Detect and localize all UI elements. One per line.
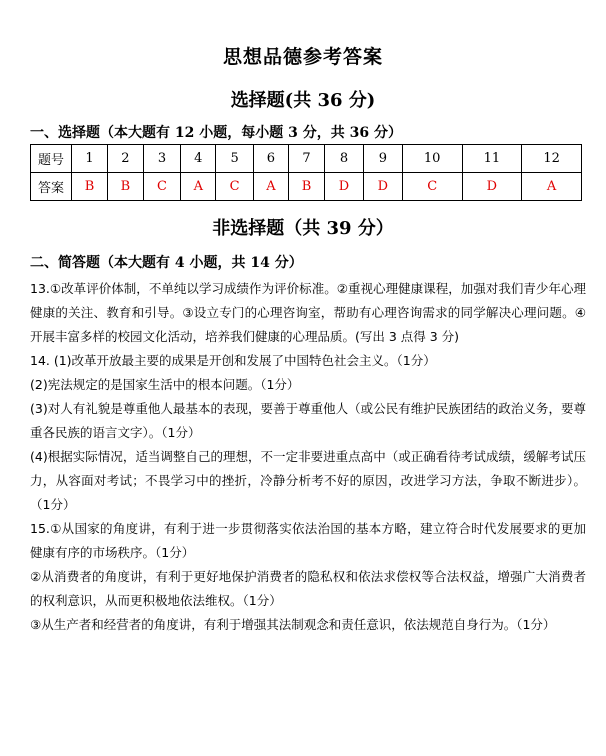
answer-paragraph: ③从生产者和经营者的角度讲，有利于增强其法制观念和责任意识，依法规范自身行为。（1分） bbox=[30, 617, 556, 632]
answer-cell: D bbox=[363, 173, 402, 201]
question-number: 3 bbox=[143, 145, 180, 173]
answer-cell: A bbox=[181, 173, 216, 201]
question-number: 5 bbox=[216, 145, 253, 173]
answer-cell: A bbox=[253, 173, 288, 201]
answer-paragraph: (4)根据实际情况，适当调整自己的理想，不一定非要进重点高中（或正确看待考试成绩，缓解考试压力，从容面对考试；不畏学习中的挫折，冷静分析考不好的原因，改进学习方法，争取不断进步）。（1分） bbox=[30, 449, 586, 512]
row-label-answer: 答案 bbox=[31, 173, 72, 201]
answer-cell: A bbox=[522, 173, 582, 201]
question-number: 10 bbox=[402, 145, 462, 173]
answer-table bbox=[30, 144, 582, 201]
answer-paragraph: (3)对人有礼貌是尊重他人最基本的表现，要善于尊重他人（或公民有维护民族团结的政治义务，要尊重各民族的语言文字）。（1分） bbox=[30, 401, 586, 440]
answer-paragraph: 13.①改革评价体制，不单纯以学习成绩作为评价标准。②重视心理健康课程，加强对我们青少年心理健康的关注、教育和引导。③设立专门的心理咨询室，帮助有心理咨询需求的同学解决心理问题。④开展丰富多样的校园文化活动，培养我们健康的心理品质。(写出 3 点得 3 分) bbox=[30, 281, 586, 344]
part1-heading: 选择题(共 36 分) bbox=[230, 90, 376, 111]
question-number: 9 bbox=[363, 145, 402, 173]
answer-paragraph: (2)宪法规定的是国家生活中的根本问题。（1分） bbox=[30, 377, 300, 392]
question-number: 11 bbox=[462, 145, 522, 173]
section1-heading: 一、选择题（本大题有 12 小题，每小题 3 分，共 36 分） bbox=[30, 125, 402, 141]
row-label-number: 题号 bbox=[31, 145, 72, 173]
answer-paragraph: 15.①从国家的角度讲，有利于进一步贯彻落实依法治国的基本方略，建立符合时代发展要求的更加健康有序的市场秩序。（1分） bbox=[30, 521, 586, 560]
answer-cell: C bbox=[143, 173, 180, 201]
question-number: 7 bbox=[289, 145, 325, 173]
answer-cell: D bbox=[462, 173, 522, 201]
question-number: 2 bbox=[107, 145, 143, 173]
answer-paragraph: ②从消费者的角度讲，有利于更好地保护消费者的隐私权和依法求偿权等合法权益，增强广大消费者的权利意识，从而更积极地依法维权。（1分） bbox=[30, 569, 586, 608]
answer-cell: D bbox=[325, 173, 364, 201]
page-title: 思想品德参考答案 bbox=[222, 46, 383, 68]
question-number: 12 bbox=[522, 145, 582, 173]
answer-body bbox=[30, 277, 586, 637]
answer-cell: B bbox=[72, 173, 108, 201]
answer-cell: B bbox=[107, 173, 143, 201]
section2-heading: 二、简答题（本大题有 4 小题，共 14 分） bbox=[30, 255, 303, 271]
part2-heading: 非选择题（共 39 分） bbox=[212, 218, 394, 239]
answer-row bbox=[31, 173, 582, 201]
question-number-row bbox=[31, 145, 582, 173]
answer-cell: C bbox=[216, 173, 253, 201]
question-number: 4 bbox=[181, 145, 216, 173]
answer-cell: C bbox=[402, 173, 462, 201]
answer-paragraph: 14. (1)改革开放最主要的成果是开创和发展了中国特色社会主义。（1分） bbox=[30, 353, 436, 368]
answer-cell: B bbox=[289, 173, 325, 201]
question-number: 1 bbox=[72, 145, 108, 173]
question-number: 8 bbox=[325, 145, 364, 173]
question-number: 6 bbox=[253, 145, 288, 173]
